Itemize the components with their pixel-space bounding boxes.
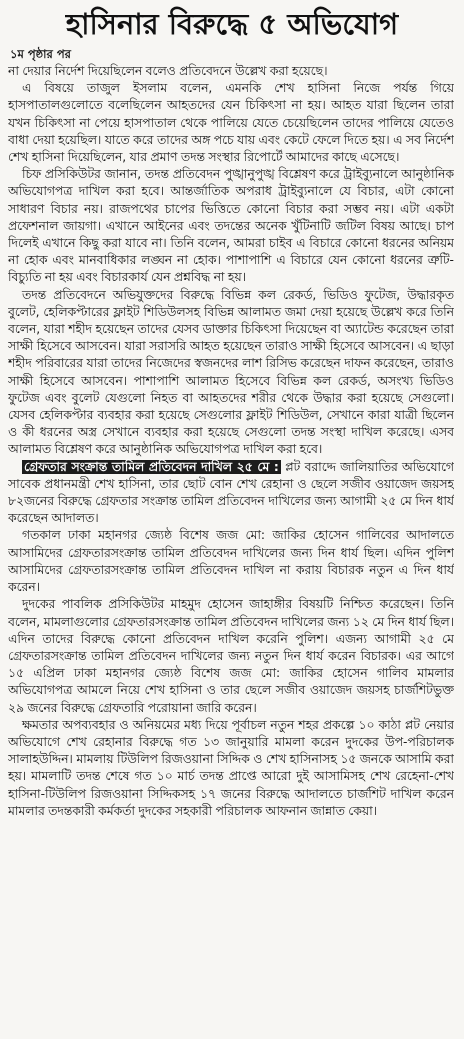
- section-lead-text: প্লট বরাদ্দে জালিয়াতির অভিযোগে সাবেক প্রধানমন্ত্রী শেখ হাসিনা, তার ছোট বোন শেখ রেহানা ও ছেলে সজীব ওয়াজেদ জয়সহ ৮২জনের বিরুদ্ধে গ্রেফতার সংক্রান্ত তামিল প্রতিবেদন দাখিলের জন্য আগামী ২৫ মে দিন ধার্য করেছেন আদালত।: [8, 459, 454, 526]
- article-paragraph: এ বিষয়ে তাজুল ইসলাম বলেন, এমনকি শেখ হাসিনা নিজে পর্যন্ত গিয়ে হাসপাতালগুলোতে বলেছিলেন আহতদের যেন চিকিৎসা না হয়। আহত যারা ছিলেন তারা যখন চিকিৎসা না পেয়ে হাসপাতাল থেকে পালিয়ে যেতে চেয়েছিলেন তাদের পালিয়ে যেতেও বাধা দেয়া হয়েছিল। যাতে করে তাদের অঙ্গ পচে যায় এবং কেটে ফেলে দিতে হয়। এ সব নির্দেশ শেখ হাসিনা দিয়েছিলেন, যার প্রমাণ তদন্ত সংস্থার রিপোর্টে আমাদের কাছে এসেছে।: [8, 81, 454, 165]
- section-lead-paragraph: [8, 459, 454, 528]
- article-paragraph: তদন্ত প্রতিবেদনে অভিযুক্তদের বিরুদ্ধে বিভিন্ন কল রেকর্ড, ভিডিও ফুটেজ, উদ্ধারকৃত বুলেট, হেলিকপ্টারের ফ্লাইট শিডিউলসহ বিভিন্ন আলামত জমা দেয়া হয়েছে উল্লেখ করে তিনি বলেন, যারা শহীদ হয়েছেন তাদের যেসব ডাক্তার চিকিৎসা দিয়েছেন বা অ্যাটেন্ড করেছেন তারা সাক্ষী হিসেবে আসবেন। যারা সরাসরি আহত হয়েছেন তারাও সাক্ষী হিসেবে আসবেন। এ ছাড়া শহীদ পরিবারের যারা তাদের নিজেদের স্বজনদের লাশ রিসিভ করেছেন দাফন করেছেন, তারাও সাক্ষী হিসেবে আসবেন। পাশাপাশি আলামত হিসেবে বিভিন্ন কল রেকর্ড, অসংখ্য ভিডিও ফুটেজ এবং বুলেট যেগুলো নিহত বা আহতদের শরীর থেকে উদ্ধার করা হয়েছে সেগুলো। যেসব হেলিকপ্টার ব্যবহার করা হয়েছে সেগুলোর ফ্লাইট শিডিউল, সেখানে কারা যাত্রী ছিলেন ও কী ধরনের অস্ত্র সেখানে ব্যবহার করা হয়েছে সেগুলো তদন্ত সংস্থা দাখিল করেছে। এসব আলামত বিশ্লেষণ করে আনুষ্ঠানিক অভিযোগপত্র দাখিল করা হবে।: [8, 287, 454, 457]
- article-body: [8, 46, 454, 1034]
- article-paragraph: ক্ষমতার অপব্যবহার ও অনিয়মের মধ্য দিয়ে পূর্বাচল নতুন শহর প্রকল্পে ১০ কাঠা প্লট নেয়ার অভিযোগে শেখ রেহানার বিরুদ্ধে গত ১৩ জানুয়ারি মামলা করেন দুদকের উপ-পরিচালক সালাহউদ্দিন। মামলায় টিউলিপ রিজওয়ানা সিদ্দিক ও শেখ হাসিনাসহ ১৫ জনকে আসামি করা হয়। মামলাটি তদন্ত শেষে গত ১০ মার্চ তদন্ত প্রাপ্তে আরো দুই আসামিসহ শেখ রেহেনা-শেখ হাসিনা-টিউলিপ রিজওয়ানা সিদ্দিকসহ ১৭ জনের বিরুদ্ধে আদালতে চার্জশিট দাখিল করেন মামলার তদন্তকারী কর্মকর্তা দুদকের সহকারী পরিচালক আফনান জান্নাত কেয়া।: [8, 717, 454, 818]
- article-paragraph: না দেয়ার নির্দেশ দিয়েছিলেন বলেও প্রতিবেদনে উল্লেখ করা হয়েছে।: [8, 64, 328, 78]
- article-paragraph: দুদকের পাবলিক প্রসিকিউটর মাহমুদ হোসেন জাহাঙ্গীর বিষয়টি নিশ্চিত করেছেন। তিনি বলেন, মামলাগুলোর গ্রেফতারসংক্রান্ত তামিল প্রতিবেদন দাখিলের জন্য ১২ মে দিন ধার্য ছিল। এদিন তাদের বিরুদ্ধে কোনো প্রতিবেদন দাখিল করেনি পুলিশ। এজন্য আগামী ২৫ মে গ্রেফতারসংক্রান্ত তামিল প্রতিবেদন দাখিলের জন্য নতুন দিন ধার্য করেন বিচারক। এর আগে ১৫ এপ্রিল ঢাকা মহানগর জ্যেষ্ঠ বিশেষ জজ মো: জাকির হোসেন গালিব মামলার অভিযোগপত্র আমলে নিয়ে শেখ হাসিনা ও তার ছেলে সজীব ওয়াজেদ জয়সহ চার্জশিটভুক্ত ২৯ জনের বিরুদ্ধে গ্রেফতারি পরোয়ানা জারি করেন।: [8, 597, 454, 715]
- article-headline: হাসিনার বিরুদ্ধে ৫ অভিযোগ: [65, 7, 399, 41]
- continued-from-label: ১ম পৃষ্ঠার পর: [10, 47, 71, 61]
- article-paragraph: গতকাল ঢাকা মহানগর জ্যেষ্ঠ বিশেষ জজ মো: জাকির হোসেন গালিবের আদালতে আসামিদের গ্রেফতারসংক্রান্ত তামিল প্রতিবেদন দাখিলের জন্য দিন ধার্য ছিল। এদিন পুলিশ আসামিদের গ্রেফতারসংক্রান্ত তামিল প্রতিবেদন দাখিল না করায় বিচারক নতুন এ দিন ধার্য করেন।: [8, 528, 454, 595]
- article-paragraph: চিফ প্রসিকিউটর জানান, তদন্ত প্রতিবেদন পুঙ্খানুপুঙ্খ বিশ্লেষণ করে ট্রাইব্যুনালে আনুষ্ঠানিক অভিযোগপত্র দাখিল করা হবে। আন্তর্জাতিক অপরাধ ট্রাইব্যুনালে যে বিচার, এটা কোনো সাধারণ বিচার নয়। রাজপথের চাপের ভিত্তিতে কোনো বিচার করা সম্ভব নয়। এটা একটা প্রফেশনাল জায়গা। এখানে আইনের এবং তদন্তের অনেক খুঁটিনাটি জটিল বিষয় আছে। চাপ দিলেই এখানে কিছু করা যাবে না। তিনি বলেন, আমরা চাইব এ বিচারে কোনো ধরনের অনিয়ম না হোক এবং মানবাধিকার লঙ্ঘন না হোক। পাশাপাশি এ বিচারে যেন কোনো ধরনের ত্রুটি-বিচ্যুতি না হয় এবং বিচারকার্য যেন প্রশ্নবিদ্ধ না হয়।: [8, 167, 454, 285]
- section-subhead: গ্রেফতার সংক্রান্ত তামিল প্রতিবেদন দাখিল ২৫ মে :: [24, 459, 279, 474]
